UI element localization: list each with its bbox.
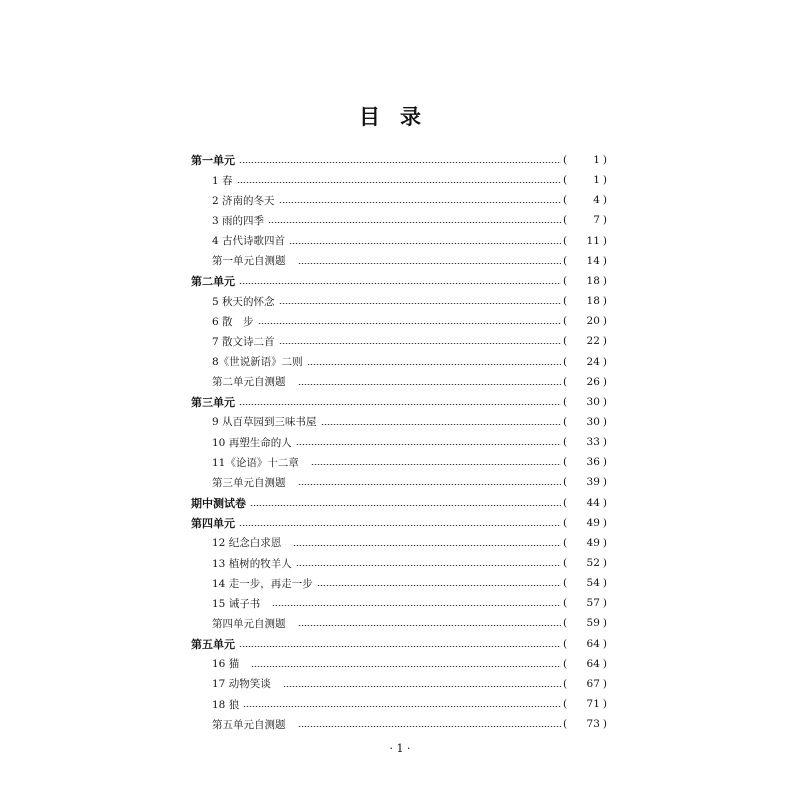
toc-page-number: 64: [586, 657, 600, 670]
toc-page-number: 18: [586, 274, 600, 287]
toc-unit-entry[interactable]: [0, 393, 800, 411]
toc-page-ref: [563, 577, 607, 589]
left-paren: (: [563, 718, 568, 731]
toc-entry[interactable]: [0, 171, 800, 189]
left-paren: (: [563, 154, 568, 166]
toc-entry[interactable]: [0, 715, 800, 733]
dot-leader: [298, 625, 562, 626]
toc-entry-label: 3 雨的四季: [212, 214, 265, 227]
toc-entry[interactable]: [0, 312, 800, 330]
left-paren: (: [563, 234, 568, 247]
toc-entry[interactable]: [0, 554, 800, 572]
toc-entry[interactable]: [0, 232, 800, 250]
toc-entry-label: 15 诫子书: [212, 597, 261, 610]
toc-page-number: 71: [586, 698, 600, 711]
toc-page-number: 73: [586, 718, 600, 731]
dot-leader: [307, 364, 561, 365]
right-paren: ): [602, 617, 607, 630]
right-paren: ): [602, 597, 607, 610]
right-paren: ): [602, 234, 607, 247]
toc-page-ref: [563, 537, 607, 549]
toc-entry[interactable]: [0, 433, 800, 451]
toc-entry-label: 4 古代诗歌四首: [212, 235, 286, 248]
right-paren: ): [602, 274, 607, 287]
toc-page-number: 54: [586, 577, 600, 590]
dot-leader: [298, 484, 562, 485]
toc-entry[interactable]: [0, 614, 800, 632]
dot-leader: [239, 646, 561, 647]
right-paren: ): [602, 476, 607, 489]
toc-entry[interactable]: [0, 655, 800, 673]
toc-page-ref: [563, 497, 607, 509]
toc-entry[interactable]: [0, 252, 800, 270]
right-paren: ): [602, 496, 607, 509]
toc-entry[interactable]: [0, 453, 800, 471]
dot-leader: [239, 283, 561, 284]
toc-entry-label: 13 植树的牧羊人: [212, 557, 292, 570]
toc-entry-label: 第四单元自测题: [212, 617, 286, 630]
dot-leader: [298, 726, 562, 727]
toc-page-ref: [563, 698, 607, 710]
toc-page-ref: [563, 194, 607, 206]
right-paren: ): [602, 194, 607, 207]
toc-page-number: 1: [593, 174, 600, 187]
toc-entry-label: 第二单元: [191, 274, 235, 288]
left-paren: (: [563, 516, 568, 529]
toc-page-ref: [563, 214, 607, 226]
toc-page-ref: [563, 658, 607, 670]
toc-entry[interactable]: [0, 211, 800, 229]
toc-page-number: 24: [586, 355, 600, 368]
toc-page-ref: [563, 396, 607, 408]
toc-page-number: 57: [586, 597, 600, 610]
left-paren: (: [563, 355, 568, 368]
toc-page-number: 14: [586, 254, 600, 267]
toc-entry[interactable]: [0, 373, 800, 391]
toc-page-ref: [563, 517, 607, 529]
toc-page-ref: [563, 356, 607, 368]
right-paren: ): [602, 295, 607, 308]
toc-page-ref: [563, 335, 607, 347]
page-number-footer: · 1 ·: [389, 742, 411, 755]
left-paren: (: [563, 677, 568, 690]
right-paren: ): [602, 355, 607, 368]
toc-page-number: 67: [586, 677, 600, 690]
toc-page-number: 22: [586, 335, 600, 348]
right-paren: ): [602, 536, 607, 549]
dot-leader: [268, 222, 561, 223]
left-paren: (: [563, 315, 568, 328]
toc-page-ref: [563, 617, 607, 629]
dot-leader: [296, 565, 561, 566]
toc-page-ref: [563, 638, 607, 650]
toc-entry[interactable]: [0, 675, 800, 693]
left-paren: (: [563, 335, 568, 348]
dot-leader: [321, 424, 561, 425]
left-paren: (: [563, 174, 568, 187]
toc-entry-label: 11《论语》十二章: [212, 456, 299, 469]
toc-entry[interactable]: [0, 332, 800, 350]
right-paren: ): [602, 456, 607, 469]
right-paren: ): [602, 214, 607, 227]
right-paren: ): [602, 375, 607, 388]
right-paren: ): [602, 557, 607, 569]
toc-page-ref: [563, 376, 607, 388]
left-paren: (: [563, 214, 568, 227]
dot-leader: [239, 162, 561, 163]
toc-page-number: 44: [586, 496, 600, 509]
left-paren: (: [563, 375, 568, 388]
toc-entry[interactable]: [0, 574, 800, 592]
toc-unit-entry[interactable]: [0, 151, 800, 169]
toc-page-number: 52: [586, 557, 600, 569]
right-paren: ): [602, 516, 607, 529]
toc-entry-label: 6 散 步: [212, 315, 254, 328]
toc-entry-label: 第五单元自测题: [212, 718, 286, 731]
toc-page-ref: [563, 295, 607, 307]
dot-leader: [279, 343, 561, 344]
right-paren: ): [602, 637, 607, 650]
toc-entry-label: 第一单元: [191, 154, 235, 167]
right-paren: ): [602, 677, 607, 690]
toc-unit-entry[interactable]: [0, 635, 800, 653]
left-paren: (: [563, 436, 568, 449]
toc-unit-entry[interactable]: [0, 272, 800, 290]
left-paren: (: [563, 194, 568, 207]
right-paren: ): [602, 698, 607, 711]
toc-entry-label: 期中测试卷: [191, 496, 246, 510]
toc-unit-entry[interactable]: [0, 494, 800, 512]
dot-leader: [258, 323, 561, 324]
toc-unit-entry[interactable]: [0, 514, 800, 532]
toc-entry-label: 第五单元: [191, 637, 235, 651]
toc-entry-label: 10 再塑生命的人: [212, 436, 292, 449]
right-paren: ): [602, 415, 607, 428]
dot-leader: [251, 666, 561, 667]
dot-leader: [317, 585, 561, 586]
dot-leader: [289, 243, 561, 244]
toc-page-ref: [563, 315, 607, 327]
left-paren: (: [563, 415, 568, 428]
toc-entry-label: 12 纪念白求恩: [212, 537, 282, 550]
toc-page-number: 33: [586, 436, 600, 449]
right-paren: ): [602, 335, 607, 348]
toc-page-ref: [563, 154, 607, 166]
dot-leader: [296, 444, 561, 445]
dot-leader: [272, 605, 561, 606]
toc-page-number: 20: [586, 315, 600, 328]
toc-entry-label: 18 狼: [212, 698, 240, 711]
page-title: 目录: [359, 104, 441, 129]
dot-leader: [279, 303, 561, 304]
toc-page-number: 49: [586, 516, 600, 529]
toc-page-number: 18: [586, 295, 600, 308]
left-paren: (: [563, 597, 568, 610]
right-paren: ): [602, 657, 607, 670]
toc-page-number: 4: [593, 194, 600, 207]
left-paren: (: [563, 536, 568, 549]
toc-page-ref: [563, 718, 607, 730]
toc-entry-label: 16 猫: [212, 658, 240, 671]
toc-entry[interactable]: [0, 353, 800, 371]
toc-page-ref: [563, 235, 607, 247]
left-paren: (: [563, 577, 568, 590]
toc-entry-label: 17 动物笑谈: [212, 678, 271, 691]
left-paren: (: [563, 657, 568, 670]
toc-page-ref: [563, 678, 607, 690]
toc-page-number: 64: [586, 637, 600, 650]
toc-page-number: 30: [586, 415, 600, 428]
dot-leader: [298, 263, 562, 264]
dot-leader: [311, 464, 561, 465]
dot-leader: [293, 545, 561, 546]
toc-entry[interactable]: [0, 473, 800, 491]
left-paren: (: [563, 295, 568, 308]
toc-page-number: 36: [586, 456, 600, 469]
right-paren: ): [602, 315, 607, 328]
dot-leader: [237, 182, 561, 183]
left-paren: (: [563, 496, 568, 509]
toc-entry-label: 第二单元自测题: [212, 376, 286, 389]
right-paren: ): [602, 436, 607, 449]
toc-entry-label: 第一单元自测题: [212, 255, 286, 268]
toc-page-ref: [563, 476, 607, 488]
toc-entry-label: 8《世说新语》二则: [212, 356, 303, 368]
toc-entry[interactable]: [0, 695, 800, 713]
toc-entry[interactable]: [0, 191, 800, 209]
toc-page-ref: [563, 436, 607, 448]
toc-entry-label: 5 秋天的怀念: [212, 295, 275, 308]
toc-page-number: 39: [586, 476, 600, 489]
toc-entry-label: 1 春: [212, 174, 233, 187]
toc-page-ref: [563, 255, 607, 267]
left-paren: (: [563, 698, 568, 711]
toc-entry[interactable]: [0, 413, 800, 431]
toc-page-ref: [563, 174, 607, 186]
right-paren: ): [602, 395, 607, 408]
toc-page-ref: [563, 416, 607, 428]
left-paren: (: [563, 617, 568, 630]
left-paren: (: [563, 476, 568, 489]
toc-entry-label: 第三单元自测题: [212, 476, 286, 489]
toc-page-ref: [563, 557, 607, 569]
right-paren: ): [602, 174, 607, 187]
toc-page-number: 30: [586, 395, 600, 408]
right-paren: ): [602, 577, 607, 590]
toc-page-number: 49: [586, 536, 600, 549]
right-paren: ): [602, 154, 607, 166]
toc-page-number: 26: [586, 375, 600, 388]
right-paren: ): [602, 254, 607, 267]
toc-entry-label: 2 济南的冬天: [212, 194, 275, 207]
dot-leader: [279, 202, 561, 203]
left-paren: (: [563, 395, 568, 408]
dot-leader: [239, 525, 561, 526]
toc-page-ref: [563, 456, 607, 468]
left-paren: (: [563, 456, 568, 469]
dot-leader: [250, 505, 561, 506]
toc-entry-label: 14 走一步，再走一步: [212, 577, 313, 590]
left-paren: (: [563, 254, 568, 267]
dot-leader: [298, 384, 562, 385]
toc-entry-label: 第三单元: [191, 395, 235, 409]
dot-leader: [239, 404, 561, 405]
left-paren: (: [563, 637, 568, 650]
right-paren: ): [602, 718, 607, 731]
toc-entry[interactable]: [0, 534, 800, 552]
toc-entry-label: 第四单元: [191, 516, 235, 530]
toc-page-ref: [563, 275, 607, 287]
toc-entry[interactable]: [0, 292, 800, 310]
toc-page-number: 1: [593, 154, 600, 166]
toc-entry-label: 7 散文诗二首: [212, 335, 275, 348]
toc-page-ref: [563, 597, 607, 609]
toc-entry[interactable]: [0, 594, 800, 612]
toc-entry-label: 9 从百草园到三味书屋: [212, 416, 317, 429]
dot-leader: [283, 686, 561, 687]
left-paren: (: [563, 274, 568, 287]
toc-page-number: 59: [586, 617, 600, 630]
left-paren: (: [563, 557, 568, 569]
dot-leader: [243, 706, 561, 707]
toc-page-number: 7: [593, 214, 600, 227]
toc-page-number: 11: [586, 234, 600, 247]
